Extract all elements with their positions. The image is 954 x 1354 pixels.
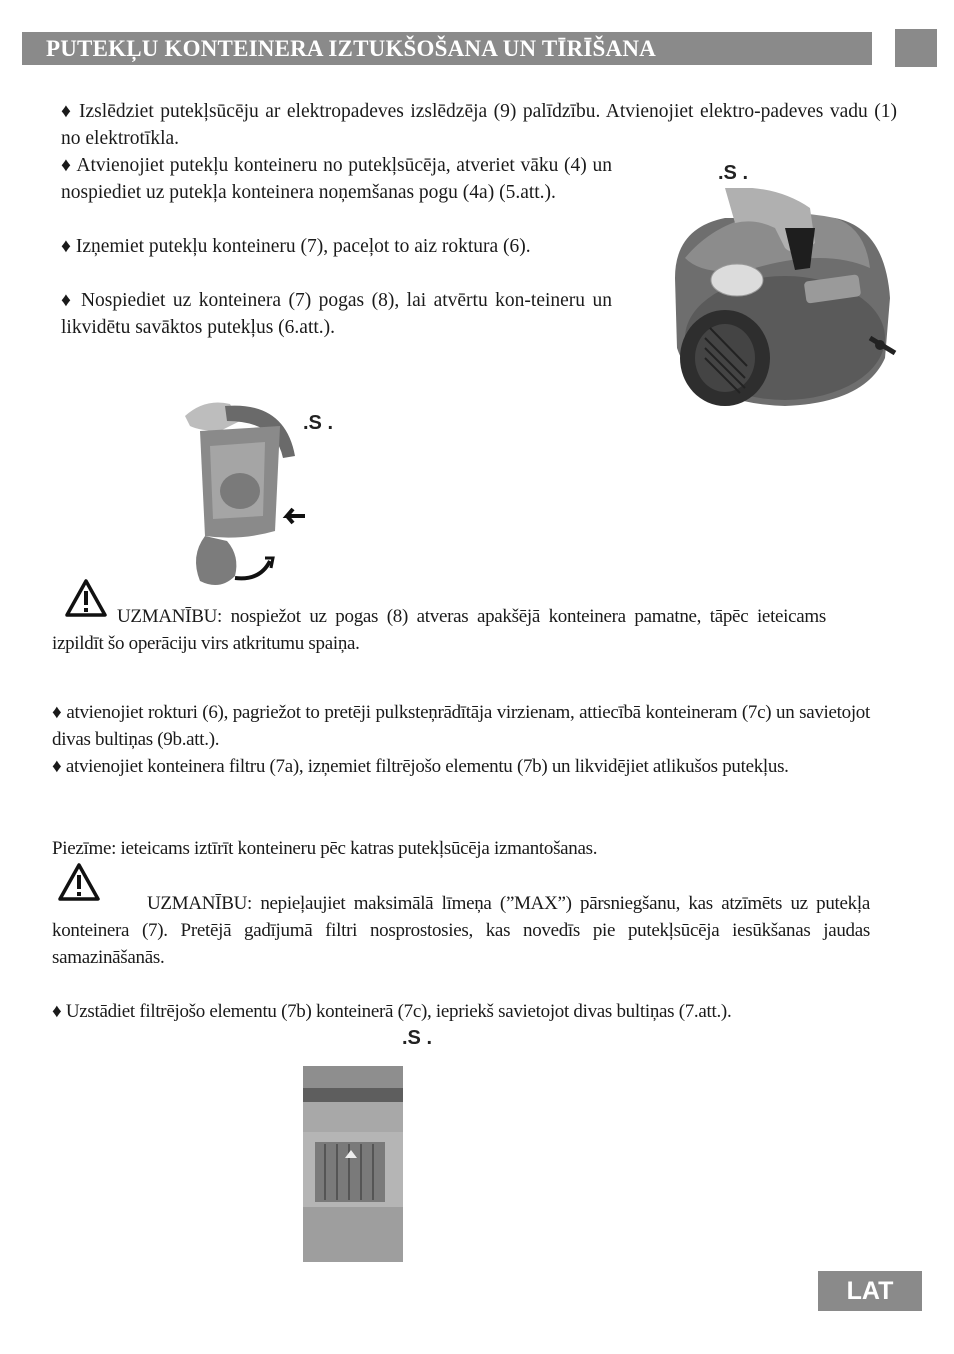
step-detach-container: ♦ Atvienojiet putekļu konteineru no putekļsūcēja, atveriet vāku (4) un nospiediet uz putekļa konteinera noņemšanas pogu (4a) (5.att.). — [61, 155, 612, 203]
figure-6-image — [165, 396, 315, 592]
figure-5-label: .S . — [718, 162, 749, 184]
figure-6-label: .S . — [303, 412, 334, 434]
warning-max-level: UZMANĪBU: nepieļaujiet maksimālā līmeņa (”MAX”) pārsniegšanu, kas atzīmēts uz putekļa konteinera (7). Pretējā gadījumā filtri nosprostosies, kas novedīs pie putekļsūcēja iesūkšanas jaudas samazināšanās. — [52, 893, 870, 968]
figure-7-label: .S . — [402, 1027, 433, 1049]
step-detach-filter: ♦ atvienojiet konteinera filtru (7a), izņemiet filtrējošo elementu (7b) un likvidējiet atlikušos putekļus. — [52, 756, 789, 777]
step-press-button: ♦ Nospiediet uz konteinera (7) pogas (8), lai atvērtu kon-teineru un likvidētu savāktos putekļus (6.att.). — [61, 290, 612, 338]
language-badge: LAT — [818, 1271, 922, 1311]
figure-5-image — [665, 188, 900, 410]
figure-7-image — [303, 1062, 403, 1262]
step-install-filter: ♦ Uzstādiet filtrējošo elementu (7b) konteinerā (7c), iepriekš savietojot divas bultiņas (7.att.). — [52, 1001, 732, 1022]
warning-open-base: UZMANĪBU: nospiežot uz pogas (8) atveras apakšējā konteinera pamatne, tāpēc ieteicams izpildīt šo operāciju virs atkritumu spaiņa. — [52, 606, 826, 654]
header-marker — [895, 29, 937, 67]
section-title: PUTEKĻU KONTEINERA IZTUKŠOŠANA UN TĪRĪŠANA — [22, 32, 872, 65]
step-detach-handle: ♦ atvienojiet rokturi (6), pagriežot to pretēji pulksteņrādītāja virzienam, attiecībā konteineram (7c) un savietojot divas bultiņas (9b.att.). — [52, 702, 870, 750]
note-clean-after-use: Piezīme: ieteicams iztīrīt konteineru pēc katras putekļsūcēja izmantošanas. — [52, 838, 598, 859]
step-remove-container: ♦ Izņemiet putekļu konteineru (7), paceļot to aiz roktura (6). — [61, 236, 531, 257]
step-switch-off: ♦ Izslēdziet putekļsūcēju ar elektropadeves izslēdzēja (9) palīdzību. Atvienojiet elektro-padeves vadu (1) no elektrotīkla. — [61, 101, 897, 149]
